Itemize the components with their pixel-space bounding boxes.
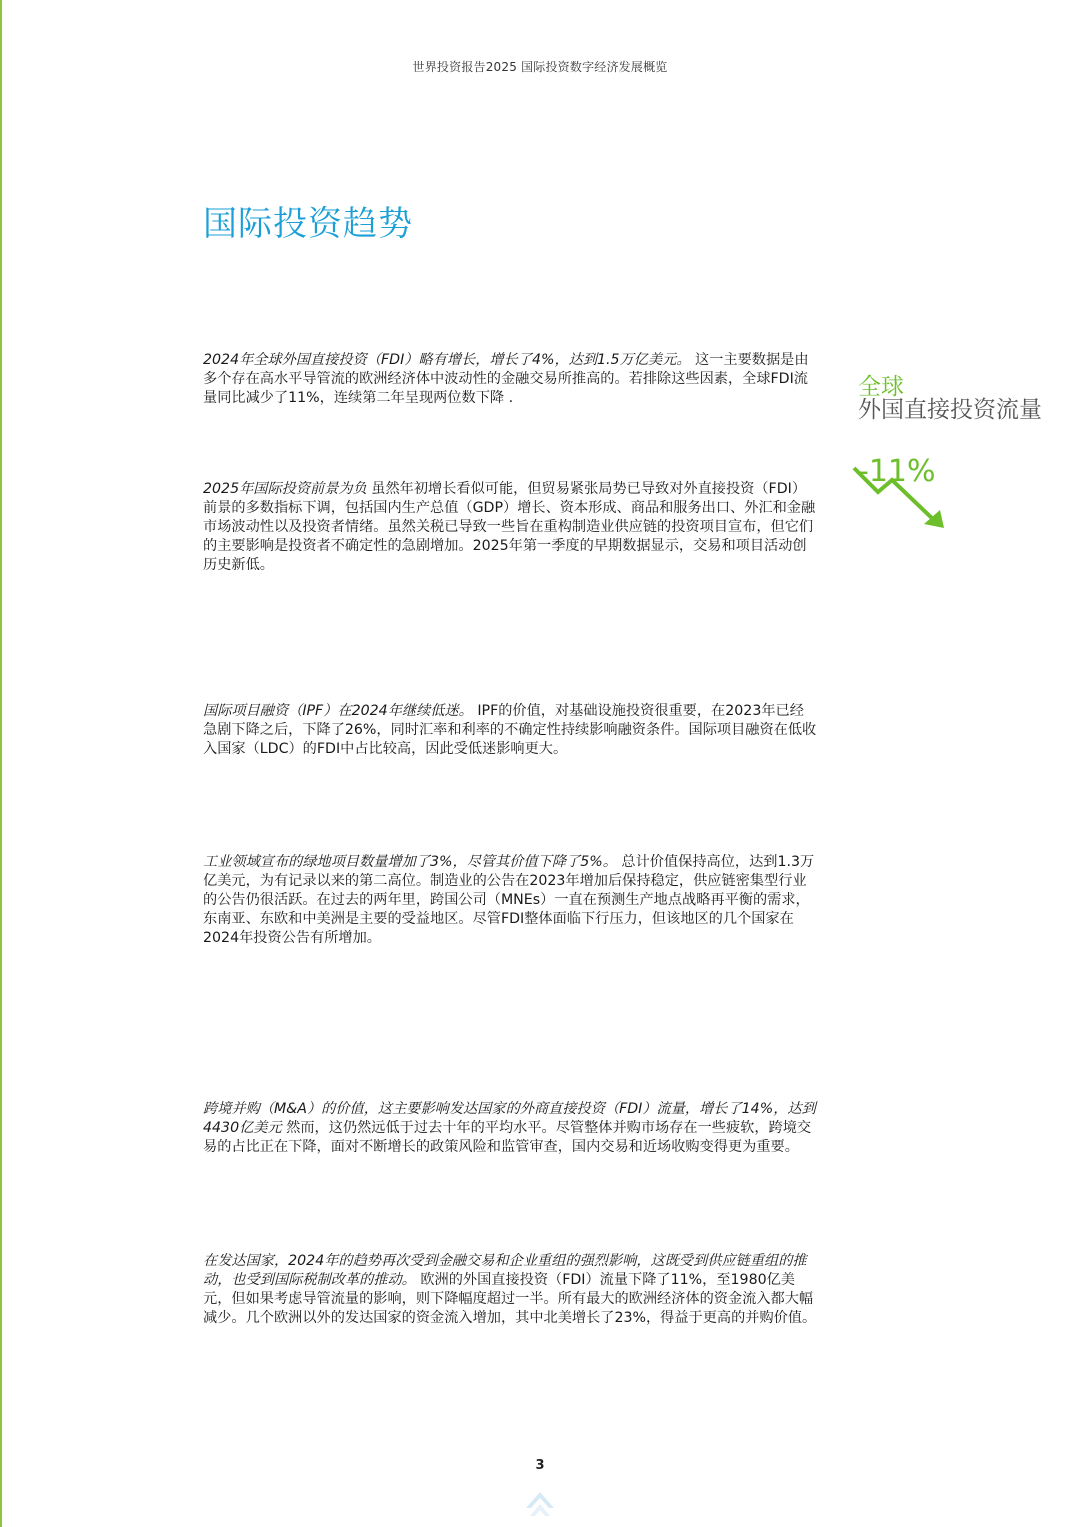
paragraph-fdi-2024 [203,351,817,408]
paragraph-developed-economies [203,1252,817,1328]
page-left-rule [0,0,2,1527]
chevron-up-icon[interactable] [523,1484,557,1518]
page-number: 3 [535,1458,545,1473]
running-header: 世界投资报告2025 国际投资数字经济发展概览 [412,60,668,74]
paragraph-body: 然而，这仍然远低于过去十年的平均水平。尽管整体并购市场存在一些疲软，跨境交易的占比正在下降，面对不断增长的政策风险和监管审查，国内交易和近场收购变得更为重要。 [203,1120,812,1155]
paragraph-outlook-2025 [203,480,817,575]
paragraph-body: 虽然年初增长看似可能，但贸易紧张局势已导致对外直接投资（FDI）前景的多数指标下调，包括国内生产总值（GDP）增长、资本形成、商品和服务出口、外汇和金融市场波动性以及投资者情绪。虽然关税已导致一些旨在重构制造业供应链的投资项目宣布，但它们的主要影响是投资者不确定性的急剧增加。2025年第一季度的早期数据显示，交易和项目活动创历史新低。 [203,481,816,573]
callout-value: -11% [858,454,936,489]
paragraph-lead: 工业领域宣布的绿地项目数量增加了3%，尽管其价值下降了5%。 [203,854,617,870]
callout-label: 外国直接投资流量 [858,397,1042,423]
paragraph-lead: 在发达国家，2024年的趋势再次受到金融交易和企业重组的强烈影响，这既受到供应链重组的推动，也受到国际税制改革的推动。 [203,1253,807,1288]
paragraph-body: 总计价值保持高位，达到1.3万亿美元，为有记录以来的第二高位。制造业的公告在2023年增加后保持稳定，供应链密集型行业的公告仍很活跃。在过去的两年里，跨国公司（MNEs）一直在预测生产地点战略再平衡的需求，东南亚、东欧和中美洲是主要的受益地区。尽管FDI整体面临下行压力，但该地区的几个国家在2024年投资公告有所增加。 [203,854,815,946]
page-title: 国际投资趋势 [203,204,413,244]
paragraph-lead: 跨境并购（M&A）的价值，这主要影响发达国家的外商直接投资（FDI）流量，增长了14%，达到4430亿美元 [203,1101,816,1136]
paragraph-lead: 国际项目融资（IPF）在2024年继续低迷。 [203,703,473,719]
paragraph-lead: 2024年全球外国直接投资（FDI）略有增长，增长了4%，达到1.5万亿美元。 [203,352,691,368]
callout-scope: 全球 [858,374,904,400]
fdi-flow-callout [852,368,1052,538]
paragraph-body: 欧洲的外国直接投资（FDI）流量下降了11%，至1980亿美元，但如果考虑导管流量的影响，则下降幅度超过一半。所有最大的欧洲经济体的资金流入都大幅减少。几个欧洲以外的发达国家的资金流入增加，其中北美增长了23%，得益于更高的并购价值。 [203,1272,817,1326]
paragraph-cross-border-ma [203,1100,817,1157]
paragraph-body: 这一主要数据是由多个存在高水平导管流的欧洲经济体中波动性的金融交易所推高的。若排除这些因素，全球FDI流量同比减少了11%，连续第二年呈现两位数下降 . [203,352,809,406]
paragraph-ipf [203,702,817,759]
paragraph-body: IPF的价值，对基础设施投资很重要，在2023年已经急剧下降之后，下降了26%，同时汇率和利率的不确定性持续影响融资条件。国际项目融资在低收入国家（LDC）的FDI中占比较高，因此受低迷影响更大。 [203,703,817,757]
paragraph-lead: 2025年国际投资前景为负 [203,481,367,497]
paragraph-greenfield [203,853,817,948]
